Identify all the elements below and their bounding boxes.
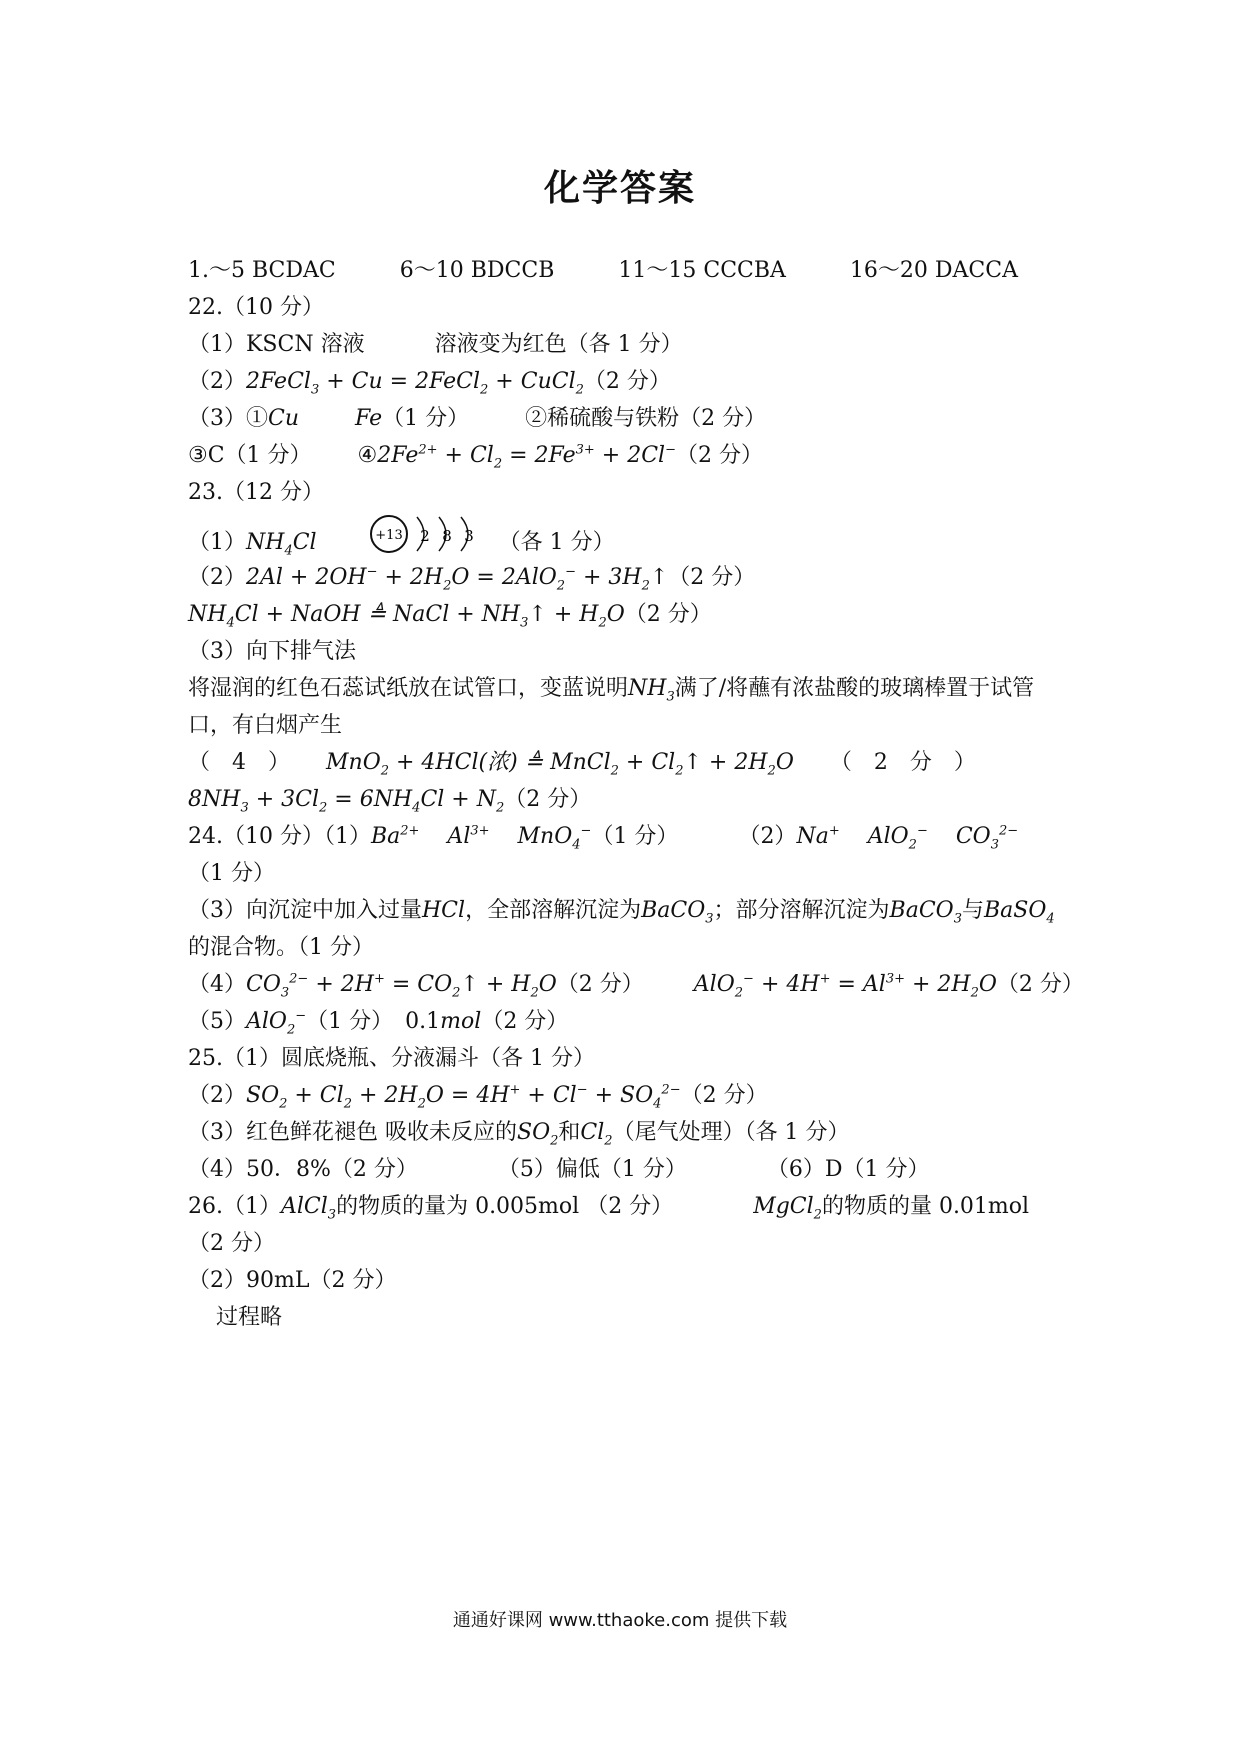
shell-3-electrons: 3 <box>463 527 474 545</box>
equation: MnO$_2$ + 4HCl(浓) ≜ MnCl$_2$ + $Cl_2↑ + 2H_2O$ <box>326 750 794 779</box>
mc-group-4: 16～20 DACCA <box>849 258 1018 283</box>
mc-group-3: 11～15 CCCBA <box>618 258 786 283</box>
q22-part1: （1）KSCN 溶液 溶液变为红色（各 1 分） <box>188 332 683 357</box>
footer-source: 通通好课网 www.tthaoke.com 提供下载 <box>452 1610 788 1631</box>
q23-part2b: $NH_4Cl$ + NaOH ≜ NaCl + $NH_3↑ + H_2O(2$ 分） <box>188 602 712 631</box>
shell-2-electrons: 8 <box>441 527 452 545</box>
ion: AlO$_2$− <box>246 1008 307 1038</box>
q26-part2: （2）90mL（2 分） <box>188 1268 397 1293</box>
equation: $2Fe^{2+} + Cl_2 = 2Fe^{3+} + 2Cl^-$ <box>377 442 676 472</box>
q22-part2: （2）2FeCl$_3$ + Cu = 2FeCl$_2$ + CuCl$_2$（2 分） <box>188 369 671 398</box>
formula: AlCl$_3$ <box>281 1194 337 1223</box>
formula: $SO_2$ <box>517 1120 559 1149</box>
q23-heading: 23.（12 分） <box>188 480 324 505</box>
formula: BaCO$_3$ <box>641 898 714 927</box>
q23-part3-text: 将湿润的红色石蕊试纸放在试管口，变蓝说明$NH_3$满了/将蘸有浓盐酸的玻璃棒置于试管口，有白烟产生 <box>188 676 1035 738</box>
formula: BaSO$_4$ <box>983 898 1055 927</box>
equation: $2Al + 2OH^- + 2H_2O = 2AlO_2^-$ + $3H_2↑$ <box>246 564 669 594</box>
q22-part3: （3）①Cu Fe（1 分） ②稀硫酸与铁粉（2 分） <box>188 406 767 431</box>
q23-part4b: $8NH_3 + 3Cl_2 = 6NH_4Cl + N_2(2$ 分） <box>188 787 592 816</box>
q26-part1-points: （2 分） <box>188 1231 275 1256</box>
mc-group-2: 6～10 BDCCB <box>399 258 555 283</box>
ions: Na+ AlO$_2$− $CO_3^{2-}$ <box>796 823 1019 853</box>
q24-part4: $(4)CO_3^{2-} + 2H^+$ = $CO_2↑ + H_2O(2$ 分） $AlO_2^- + 4H^+ = Al^{3+} + 2H_2O(2$ 分） <box>188 971 1084 1001</box>
q26-part1: 26.（1）AlCl$_3$的物质的量为 0.005mol （2 分） MgCl$_2$的物质的量 0.01mol <box>188 1194 1030 1223</box>
equation: $AlO_2^- + 4H^+ = Al^{3+} + 2H_2O$ <box>693 971 997 1001</box>
q26-process-note: 过程略 <box>216 1305 283 1330</box>
equation: $SO_2 + Cl_2 + 2H_2O = 4H^+ + Cl^- + SO_4^{2-}$ <box>246 1082 681 1112</box>
formula: HCl <box>422 898 466 923</box>
equation: 2FeCl$_3$ + Cu = 2FeCl$_2$ + CuCl$_2$ <box>246 369 584 398</box>
formula: $NH_4Cl$ <box>246 530 317 559</box>
q24-part2-points: （1 分） <box>188 861 275 886</box>
q25-part4: （4）50．8%（2 分） （5）偏低（1 分） （6）D（1 分） <box>188 1157 930 1182</box>
shell-1-electrons: 2 <box>419 527 430 545</box>
q24-part5: （5）AlO$_2$−（1 分） 0.1mol（2 分） <box>188 1008 569 1038</box>
q23-part2: $(2)2Al + 2OH^- + 2H_2O = 2AlO_2^-$ + $3H_2↑(2$ 分） <box>188 564 756 594</box>
q25-part3: （3）红色鲜花褪色 吸收未反应的$SO_2$和$Cl_2$（尾气处理）（各 1 分） <box>188 1120 850 1149</box>
equation: $8NH_3 + 3Cl_2 = 6NH_4Cl + N_2$ <box>188 787 505 816</box>
q25-part2: $(2)SO_2 + Cl_2 + 2H_2O = 4H^+ + Cl^- + SO_4^{2-}(2$ 分） <box>188 1082 768 1112</box>
q22-heading: 22.（10 分） <box>188 295 324 320</box>
equation: $CO_3^{2-} + 2H^+$ = $CO_2↑ + H_2O$ <box>246 971 557 1001</box>
formula: $Cl_2$ <box>580 1120 613 1149</box>
formula: BaCO$_3$ <box>889 898 962 927</box>
q24-part3: （3）向沉淀中加入过量HCl，全部溶解沉淀为BaCO$_3$；部分溶解沉淀为BaCO$_3$与BaSO$_4$的混合物。（1 分） <box>188 898 1055 960</box>
equation: $NH_4Cl$ + NaOH ≜ NaCl + $NH_3↑ + H_2O$ <box>188 602 625 631</box>
q24-part1: 24.（10 分）$(1)Ba^{2+}$ $Al^{3+}$ MnO$_4$−（1 分） （2）Na+ AlO$_2$− $CO_3^{2-}$ <box>188 823 1019 853</box>
q23-part3: （3）向下排气法 <box>188 639 356 664</box>
ions: $Ba^{2+}$ $Al^{3+}$ MnO$_4$− <box>370 823 592 853</box>
formula: MgCl$_2$ <box>753 1194 822 1223</box>
q22-part3-cont: ③C（1 分） $④2Fe^{2+} + Cl_2 = 2Fe^{3+} + 2Cl^-(2$ 分） <box>188 442 763 472</box>
page-title: 化学答案 <box>543 168 696 209</box>
formula: $NH_3$ <box>628 676 675 705</box>
answer-body <box>188 252 1084 1336</box>
nucleus-charge: +13 <box>374 528 403 543</box>
q23-part1: $(1)NH_4Cl$ +13 2 8 3 （各 1 分） <box>188 511 1068 559</box>
q25-part1: 25.（1）圆底烧瓶、分液漏斗（各 1 分） <box>188 1046 595 1071</box>
q23-part4: （ 4 ） MnO$_2$ + 4HCl(浓) ≜ MnCl$_2$ + $Cl_2↑ + 2H_2O$ （ 2 分 ） <box>188 750 976 779</box>
mc-answers <box>188 252 1068 289</box>
mc-group-1: 1.～5 BCDAC <box>188 258 336 283</box>
